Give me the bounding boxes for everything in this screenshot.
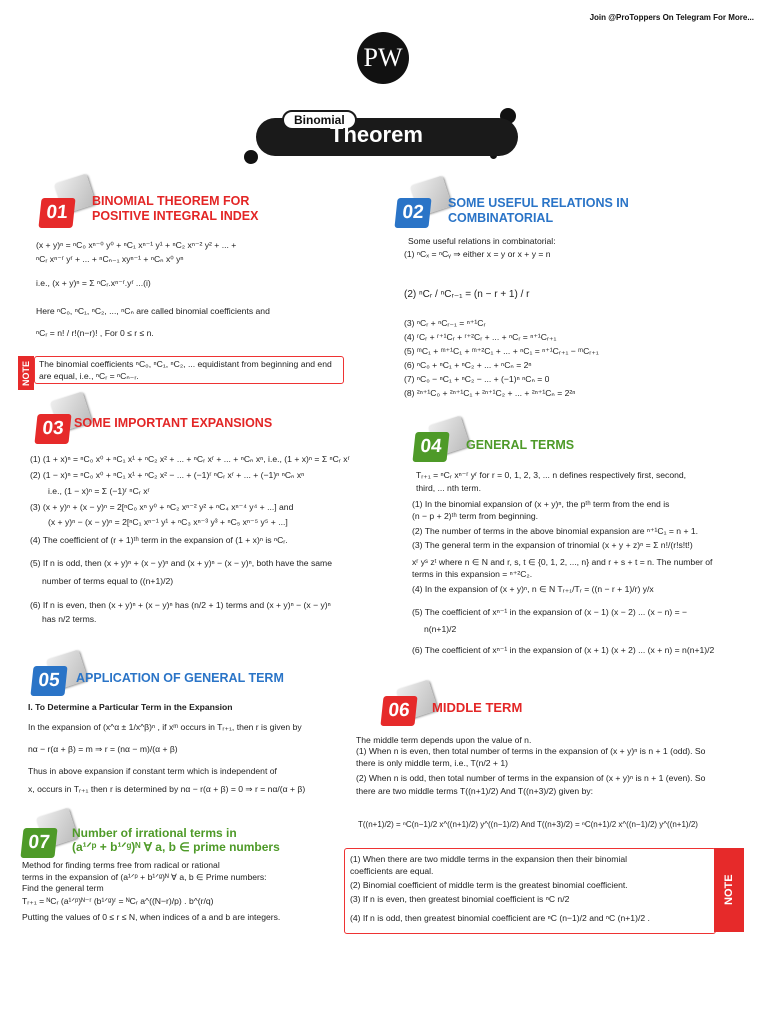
s3-line: (3) (x + y)ⁿ + (x − y)ⁿ = 2[ⁿC₀ xⁿ y⁰ + ⁿC₂ xⁿ⁻² y² + ⁿC₄ xⁿ⁻⁴ y⁴ + ...] and xyxy=(30,502,294,512)
section-title-04: GENERAL TERMS xyxy=(466,438,575,452)
section-number-04: 04 xyxy=(412,432,449,462)
section-number-06: 06 xyxy=(380,696,417,726)
section-title-03: SOME IMPORTANT EXPANSIONS xyxy=(74,416,273,430)
s6-line: The middle term depends upon the value of n. xyxy=(356,735,532,745)
title-subtitle: Binomial xyxy=(282,110,357,130)
section-number-03: 03 xyxy=(34,414,71,444)
s2-line: (2) ⁿCᵣ / ⁿCᵣ₋₁ = (n − r + 1) / r xyxy=(404,289,530,300)
ink-splat-decoration xyxy=(244,150,258,164)
note-label: NOTE xyxy=(723,874,735,906)
s1-line: (x + y)ⁿ = ⁿC₀ xⁿ⁻⁰ y⁰ + ⁿC₁ xⁿ⁻¹ y¹ + ⁿC₂ xⁿ⁻² y² + ... + xyxy=(36,240,237,250)
section-number-01: 01 xyxy=(38,198,75,228)
s2-line: (5) ᵐC₁ + ᵐ⁺¹C₁ + ᵐ⁺²C₁ + ... + ⁿC₁ = ⁿ⁺¹Cᵣ₊₁ − ᵐCᵣ₊₁ xyxy=(404,346,599,356)
s5-line: Thus in above expansion if constant term which is independent of xyxy=(28,766,277,776)
s4-line: (1) In the binomial expansion of (x + y)ⁿ, the pᵗʰ term from the end is xyxy=(412,499,670,509)
s5-line: In the expansion of (x^α ± 1/x^β)ⁿ , if xᵐ occurs in Tᵣ₊₁, then r is given by xyxy=(28,722,302,732)
s2-line: (3) ⁿCᵣ + ⁿCᵣ₋₁ = ⁿ⁺¹Cᵣ xyxy=(404,318,486,328)
s4-line: (2) The number of terms in the above binomial expansion are ⁿ⁺¹C₁ = n + 1. xyxy=(412,526,699,536)
telegram-link[interactable]: Join @ProToppers On Telegram For More... xyxy=(589,13,754,22)
s1-note: The binomial coefficients ⁿC₀, ⁿC₁, ⁿC₂, ... equidistant from beginning and end are equal, i.e., ⁿCᵣ = ⁿCₙ₋ᵣ. xyxy=(34,356,344,384)
s4-line: (5) The coefficient of xⁿ⁻¹ in the expansion of (x − 1) (x − 2) ... (x − n) = − xyxy=(412,607,688,617)
section-number-05: 05 xyxy=(30,666,67,696)
s5-line: nα − r(α + β) = m ⇒ r = (nα − m)/(α + β) xyxy=(28,744,178,754)
s6-note-line: (1) When there are two middle terms in the expansion then their binomial xyxy=(350,854,628,864)
section-title-02: SOME USEFUL RELATIONS IN COMBINATORIAL xyxy=(448,196,629,225)
s3-line: (1) (1 + x)ⁿ = ⁿC₀ x⁰ + ⁿC₁ x¹ + ⁿC₂ x² + ... + ⁿCᵣ xʳ + ... + ⁿCₙ xⁿ, i.e., (1 + x)ⁿ = Σ ⁿCᵣ xʳ xyxy=(30,454,350,464)
s3-line: number of terms equal to ((n+1)/2) xyxy=(42,576,174,586)
s5-line: x, occurs in Tᵣ₊₁ then r is determined by nα − r(α + β) = 0 ⇒ r = nα/(α + β) xyxy=(28,784,306,794)
s3-line: i.e., (1 − x)ⁿ = Σ (−1)ʳ ⁿCᵣ xʳ xyxy=(48,486,150,496)
s6-line: (1) When n is even, then total number of terms in the expansion of (x + y)ⁿ is n + 1 (odd). So xyxy=(356,746,706,756)
s2-line: (8) ²ⁿ⁺¹C₀ + ²ⁿ⁺¹C₁ + ²ⁿ⁺¹C₂ + ... + ²ⁿ⁺¹Cₙ = 2²ⁿ xyxy=(404,388,576,398)
s6-line: there are two middle terms T((n+1)/2) And T((n+3)/2) given by: xyxy=(356,786,594,796)
s3-line: (x + y)ⁿ − (x − y)ⁿ = 2[ⁿC₁ xⁿ⁻¹ y¹ + ⁿC₃ xⁿ⁻³ y³ + ⁿC₅ xⁿ⁻⁵ y⁵ + ...] xyxy=(48,517,288,527)
s6-note-line: (2) Binomial coefficient of middle term is the greatest binomial coefficient. xyxy=(350,880,628,890)
s2-line: Some useful relations in combinatorial: xyxy=(408,236,556,246)
s4-line: (n − p + 2)ᵗʰ term from beginning. xyxy=(412,511,539,521)
s6-line: (2) When n is odd, then total number of terms in the expansion of (x + y)ⁿ is n + 1 (even). So xyxy=(356,773,706,783)
s7-line: terms in the expansion of (a¹ᐟᵖ + b¹ᐟᵍ)ᴺ ∀ a, b ∈ Prime numbers: xyxy=(22,872,267,882)
s3-line: (5) If n is odd, then (x + y)ⁿ + (x − y)ⁿ and (x + y)ⁿ − (x − y)ⁿ, both have the same xyxy=(30,558,332,568)
section-title-05: APPLICATION OF GENERAL TERM xyxy=(76,671,284,685)
s1-line: i.e., (x + y)ⁿ = Σ ⁿCᵣ.xⁿ⁻ʳ.yʳ ...(i) xyxy=(36,278,151,288)
s3-line: (2) (1 − x)ⁿ = ⁿC₀ x⁰ + ⁿC₁ x¹ + ⁿC₂ x² − ... + (−1)ʳ ⁿCᵣ xʳ + ... + (−1)ⁿ ⁿCₙ xⁿ xyxy=(30,470,305,480)
s3-line: (6) If n is even, then (x + y)ⁿ + (x − y)ⁿ has (n/2 + 1) terms and (x + y)ⁿ − (x − y)ⁿ xyxy=(30,600,331,610)
s4-line: xʳ yˢ zᵗ where n ∈ N and r, s, t ∈ {0, 1, 2, ..., n} and r + s + t = n. The number of xyxy=(412,557,713,567)
s4-line: n(n+1)/2 xyxy=(424,624,457,634)
s1-line: ⁿCᵣ = n! / r!(n−r)! , For 0 ≤ r ≤ n. xyxy=(36,328,154,338)
s1-line: ⁿCᵣ xⁿ⁻ʳ yʳ + ... + ⁿCₙ₋₁ xyⁿ⁻¹ + ⁿCₙ x⁰ yⁿ xyxy=(36,254,184,264)
s4-line: (6) The coefficient of xⁿ⁻¹ in the expansion of (x + 1) (x + 2) ... (x + n) = n(n+1)/2 xyxy=(412,645,715,655)
s4-line: third, ... nth term. xyxy=(416,483,481,493)
note-tab xyxy=(714,848,744,932)
s6-note-line: (3) If n is even, then greatest binomial coefficient is ⁿC n/2 xyxy=(350,894,570,904)
s6-line: there is only middle term, i.e., T(n/2 + 1) xyxy=(356,758,508,768)
s4-line: terms in this expansion = ⁿ⁺²C₂. xyxy=(412,569,533,579)
s3-line: (4) The coefficient of (r + 1)ᵗʰ term in the expansion of (1 + x)ⁿ is ⁿCᵣ. xyxy=(30,535,288,545)
section-title-06: MIDDLE TERM xyxy=(432,700,523,715)
section-title-07: Number of irrational terms in (a¹ᐟᵖ + b¹ᐟᵍ)ᴺ ∀ a, b ∈ prime numbers xyxy=(72,826,280,855)
s5-subheading: I. To Determine a Particular Term in the Expansion xyxy=(28,702,233,712)
s7-line: Method for finding terms free from radical or rational xyxy=(22,860,220,870)
s4-line: (3) The general term in the expansion of trinomial (x + y + z)ⁿ = Σ n!/(r!s!t!) xyxy=(412,540,693,550)
s7-line: Find the general term xyxy=(22,883,104,893)
section-number-02: 02 xyxy=(394,198,431,228)
s6-note-line: (4) If n is odd, then greatest binomial coefficient are ⁿC (n−1)/2 and ⁿC (n+1)/2 . xyxy=(350,913,650,923)
s6-note-line: coefficients are equal. xyxy=(350,866,434,876)
s2-line: (6) ⁿC₀ + ⁿC₁ + ⁿC₂ + ... + ⁿCₙ = 2ⁿ xyxy=(404,360,532,370)
s2-line: (1) ⁿCₓ = ⁿCᵧ ⇒ either x = y or x + y = n xyxy=(404,249,551,259)
s2-line: (4) ʳCᵣ + ʳ⁺¹Cᵣ + ʳ⁺²Cᵣ + ... + ⁿCᵣ = ⁿ⁺¹Cᵣ₊₁ xyxy=(404,332,557,342)
s4-line: Tᵣ₊₁ = ⁿCᵣ xⁿ⁻ʳ yʳ for r = 0, 1, 2, 3, ... n defines respectively first, second, xyxy=(416,470,687,480)
page-title: Theorem xyxy=(330,122,423,147)
s2-line: (7) ⁿC₀ − ⁿC₁ + ⁿC₂ − ... + (−1)ⁿ ⁿCₙ = 0 xyxy=(404,374,550,384)
note-tab: NOTE xyxy=(18,356,34,390)
pw-logo: PW xyxy=(357,32,409,84)
s3-line: has n/2 terms. xyxy=(42,614,97,624)
s4-line: (4) In the expansion of (x + y)ⁿ, n ∈ N Tᵣ₊₁/Tᵣ = ((n − r + 1)/r) y/x xyxy=(412,584,654,594)
s6-line: T((n+1)/2) = ⁿC(n−1)/2 x^((n+1)/2) y^((n−1)/2) And T((n+3)/2) = ⁿC(n+1)/2 x^((n−1)/2) y^((n+1)/2) xyxy=(358,820,698,829)
section-number-07: 07 xyxy=(20,828,57,858)
section-title-01: BINOMIAL THEOREM FOR POSITIVE INTEGRAL INDEX xyxy=(92,194,259,223)
s7-line: Putting the values of 0 ≤ r ≤ N, when indices of a and b are integers. xyxy=(22,912,281,922)
s7-line: Tᵣ₊₁ = ᴺCᵣ (a¹ᐟᵖ)ᴺ⁻ʳ (b¹ᐟᵍ)ʳ = ᴺCᵣ a^((N−r)/p) . b^(r/q) xyxy=(22,896,214,906)
s1-line: Here ⁿC₀, ⁿC₁, ⁿC₂, ..., ⁿCₙ are called binomial coefficients and xyxy=(36,306,270,316)
